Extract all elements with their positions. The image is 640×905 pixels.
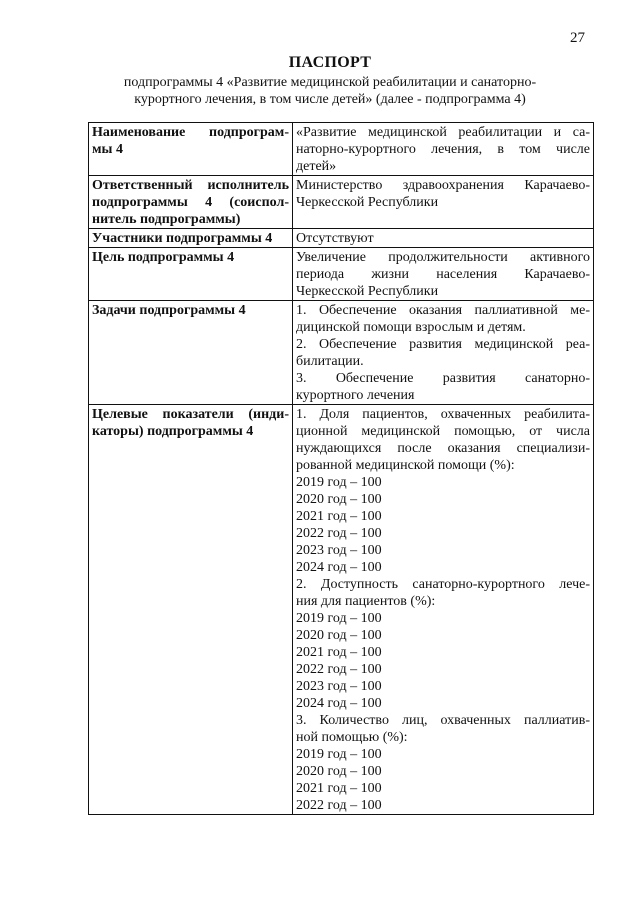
- text-line: 2020 год – 100: [296, 492, 382, 507]
- row-label: [89, 248, 293, 301]
- text-line: нуждающихся после оказания специализи-: [296, 441, 590, 456]
- row-label: [89, 301, 293, 405]
- text-line: 1. Обеспечение оказания паллиативной ме-: [296, 303, 590, 318]
- text-line: Цель подпрограммы 4: [92, 250, 235, 265]
- text-line: 2019 год – 100: [296, 475, 382, 490]
- row-label: [89, 229, 293, 248]
- text-line: 2. Доступность санаторно-курортного лече-: [296, 577, 590, 592]
- text-line: Министерство здравоохранения Карачаево-: [296, 178, 590, 193]
- text-line: 2019 год – 100: [296, 747, 382, 762]
- row-value: [293, 301, 594, 405]
- text-line: 2020 год – 100: [296, 628, 382, 643]
- text-line: 2021 год – 100: [296, 509, 382, 524]
- text-line: мы 4: [92, 142, 123, 157]
- text-line: Целевые показатели (инди-: [92, 407, 289, 422]
- text-line: 2021 год – 100: [296, 645, 382, 660]
- document-header: [60, 53, 600, 108]
- row-value: [293, 248, 594, 301]
- text-line: 2021 год – 100: [296, 781, 382, 796]
- text-line: Черкесской Республики: [296, 195, 439, 210]
- text-line: Наименование подпрограм-: [92, 125, 289, 140]
- text-line: каторы) подпрограммы 4: [92, 424, 254, 439]
- text-line: 1. Доля пациентов, охваченных реабилита-: [296, 407, 590, 422]
- document-subtitle: [60, 74, 600, 108]
- table-row: [89, 176, 594, 229]
- text-line: периода жизни населения Карачаево-: [296, 267, 590, 282]
- text-line: 2. Обеспечение развития медицинской реа-: [296, 337, 590, 352]
- text-line: Отсутствуют: [296, 231, 374, 246]
- text-line: наторно-курортного лечения, в том числе: [296, 142, 590, 157]
- text-line: 2022 год – 100: [296, 798, 382, 813]
- text-line: ционной медицинской помощью, от числа: [296, 424, 590, 439]
- text-line: 2024 год – 100: [296, 696, 382, 711]
- table-row: [89, 123, 594, 176]
- subtitle-line: курортного лечения, в том числе детей» (далее - подпрограмма 4): [134, 92, 526, 107]
- text-line: подпрограммы 4 (соиспол-: [92, 195, 289, 210]
- table-row: [89, 405, 594, 815]
- text-line: 2024 год – 100: [296, 560, 382, 575]
- text-line: 2022 год – 100: [296, 662, 382, 677]
- text-line: 2020 год – 100: [296, 764, 382, 779]
- row-value: [293, 405, 594, 815]
- text-line: 2023 год – 100: [296, 543, 382, 558]
- text-line: рованной медицинской помощи (%):: [296, 458, 515, 473]
- text-line: 3. Количество лиц, охваченных паллиатив-: [296, 713, 590, 728]
- subtitle-line: подпрограммы 4 «Развитие медицинской реабилитации и санаторно-: [123, 75, 537, 90]
- text-line: дицинской помощи взрослым и детям.: [296, 320, 526, 335]
- document-title: ПАСПОРТ: [288, 54, 372, 71]
- text-line: детей»: [296, 159, 337, 174]
- text-line: 2019 год – 100: [296, 611, 382, 626]
- text-line: «Развитие медицинской реабилитации и са-: [296, 125, 590, 140]
- passport-table: [88, 122, 594, 815]
- text-line: курортного лечения: [296, 388, 415, 403]
- text-line: Участники подпрограммы 4: [92, 231, 273, 246]
- text-line: ния для пациентов (%):: [296, 594, 436, 609]
- row-label: [89, 123, 293, 176]
- text-line: Увеличение продолжительности активного: [296, 250, 590, 265]
- row-value: [293, 176, 594, 229]
- text-line: 3. Обеспечение развития санаторно-: [296, 371, 590, 386]
- text-line: 2023 год – 100: [296, 679, 382, 694]
- page-number: 27: [570, 30, 585, 46]
- row-label: [89, 405, 293, 815]
- text-line: Задачи подпрограммы 4: [92, 303, 246, 318]
- row-value: [293, 229, 594, 248]
- text-line: 2022 год – 100: [296, 526, 382, 541]
- table-row: [89, 248, 594, 301]
- text-line: нитель подпрограммы): [92, 212, 241, 227]
- text-line: ной помощью (%):: [296, 730, 408, 745]
- table-row: [89, 229, 594, 248]
- text-line: Черкесской Республики: [296, 284, 439, 299]
- table-row: [89, 301, 594, 405]
- text-line: билитации.: [296, 354, 364, 369]
- row-value: [293, 123, 594, 176]
- text-line: Ответственный исполнитель: [92, 178, 289, 193]
- row-label: [89, 176, 293, 229]
